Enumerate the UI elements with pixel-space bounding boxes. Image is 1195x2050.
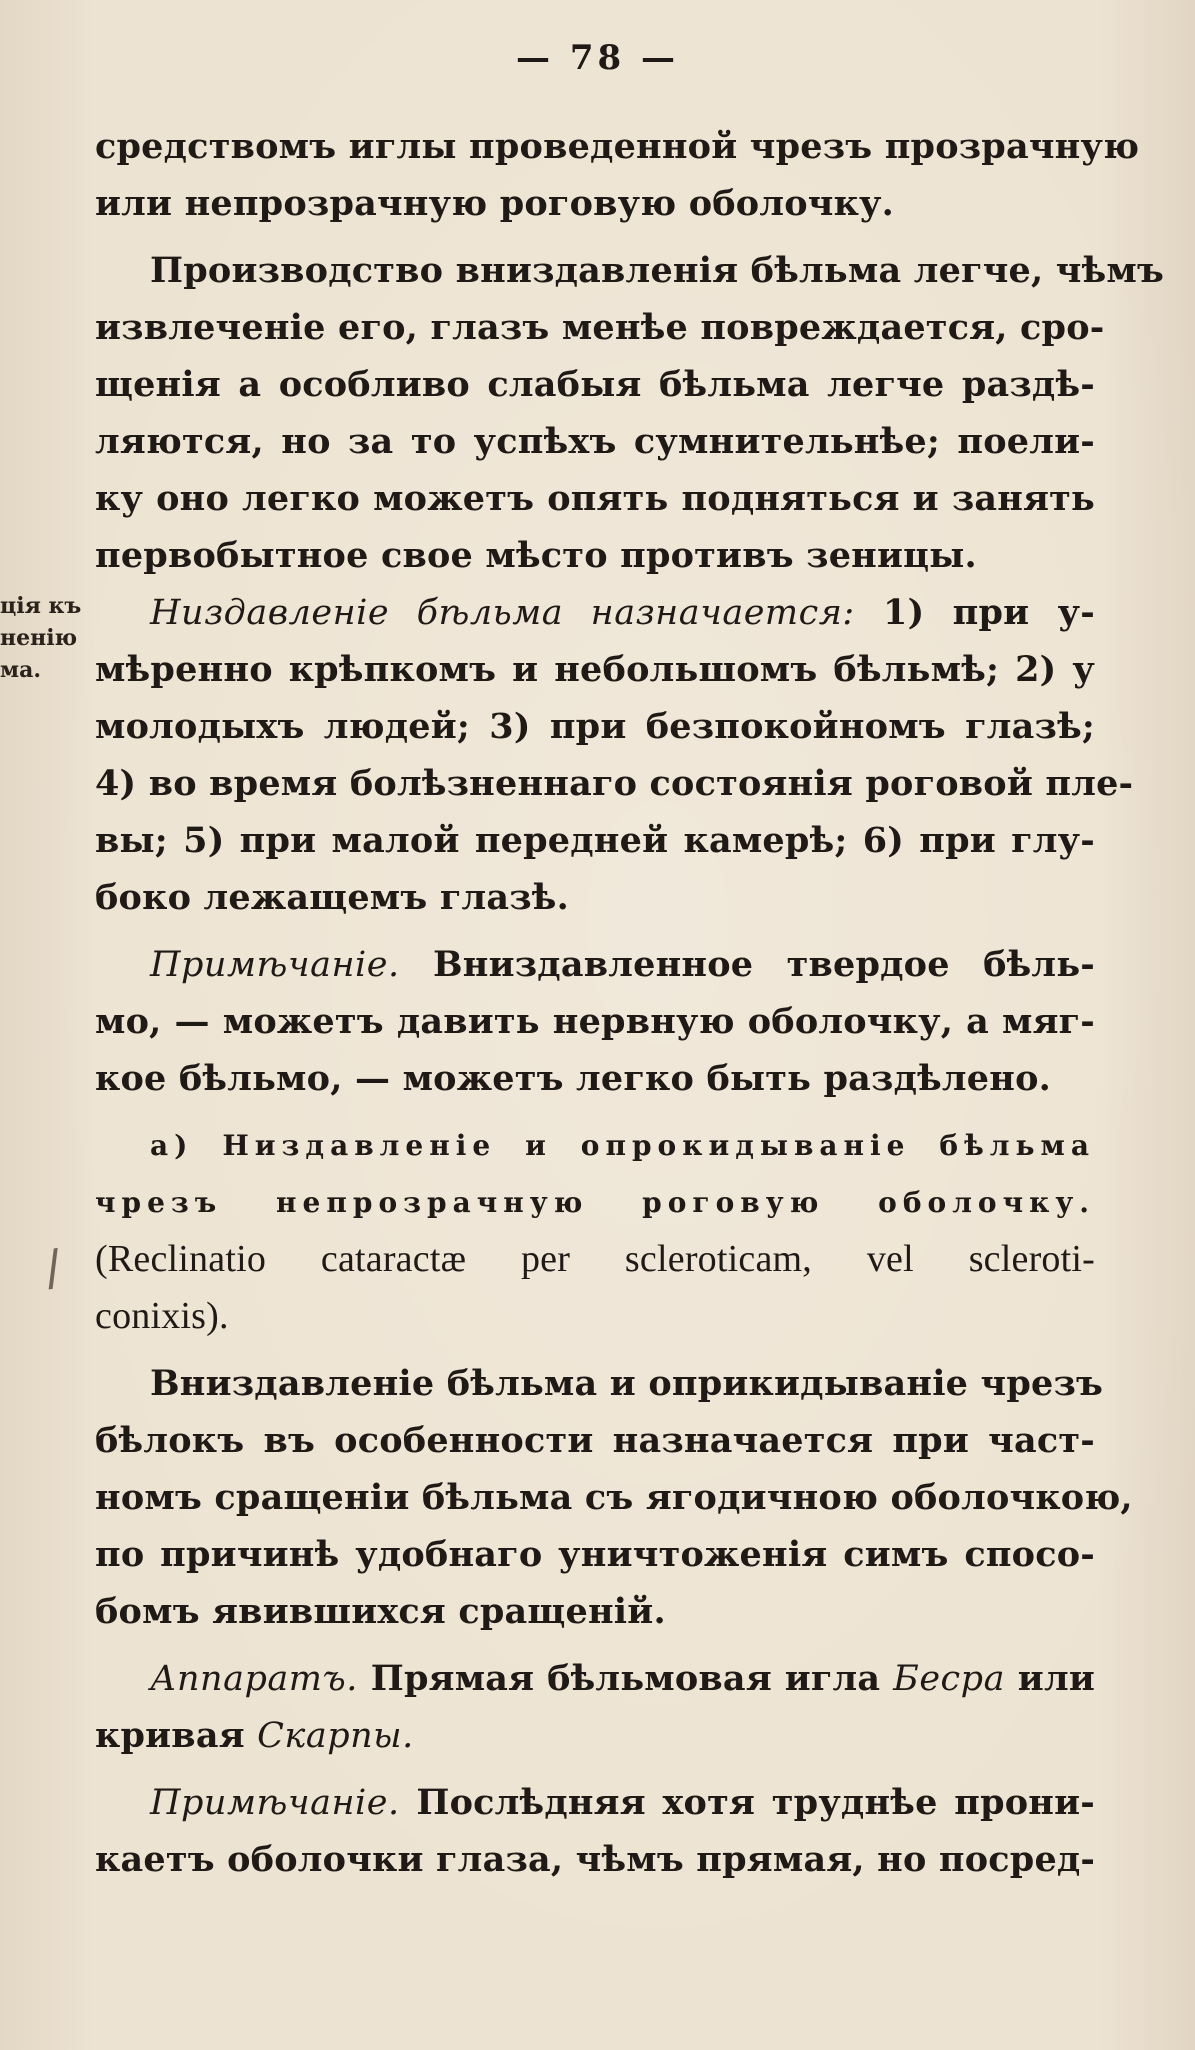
- italic-heading: Примѣчаніе.: [150, 945, 400, 985]
- text-line: мо, — можетъ давить нервную оболочку, а мяг-: [95, 1001, 1095, 1042]
- text-line: номъ сращеніи бѣльма съ ягодичною оболочкою,: [95, 1477, 1133, 1518]
- text-line: или непрозрачную роговую оболочку.: [95, 183, 895, 224]
- latin-text: conixis).: [95, 1295, 229, 1337]
- pencil-mark: /: [40, 1239, 66, 1297]
- main-text: [95, 118, 1165, 1888]
- text-line: [95, 1650, 1095, 1707]
- text-line: ку оно легко можетъ опять подняться и занять: [95, 478, 1095, 519]
- margin-note-line-2: ненію: [0, 625, 78, 651]
- text-line: кое бѣльмо, — можетъ легко быть раздѣлено.: [95, 1058, 1052, 1099]
- line-rest: Вниздавленное твердое бѣль-: [399, 944, 1095, 985]
- text-line: [95, 936, 1095, 993]
- line-rest: Прямая бѣльмовая игла: [357, 1658, 894, 1699]
- italic-name: Бесра: [893, 1659, 1005, 1699]
- text-line: боко лежащемъ глазѣ.: [95, 877, 569, 918]
- text-line: [95, 584, 1095, 641]
- text-line: бомъ явившихся сращеній.: [95, 1591, 666, 1632]
- line-rest: кривая: [95, 1715, 258, 1756]
- latin-text: (Reclinatio cataractæ per scleroticam, vel scleroti-: [95, 1238, 1095, 1280]
- text-line: молодыхъ людей; 3) при безпокойномъ глазѣ;: [95, 706, 1095, 747]
- page-number: — 78 —: [516, 38, 679, 78]
- section-heading: а) Низдавленіе и опрокидываніе бѣльма: [150, 1129, 1095, 1162]
- margin-note-line-3: ма.: [0, 657, 42, 683]
- text-line: [95, 1707, 1095, 1764]
- line-rest-2: или: [1004, 1658, 1095, 1699]
- text-line: Вниздавленіе бѣльма и оприкидываніе чрезъ: [150, 1363, 1104, 1404]
- text-line: извлеченіе его, глазъ менѣе повреждается, сро-: [95, 307, 1105, 348]
- italic-name: Скарпы.: [257, 1716, 414, 1756]
- text-line: средствомъ иглы проведенной чрезъ прозрачную: [95, 126, 1140, 167]
- margin-note-line-1: ція къ: [0, 593, 82, 619]
- text-line: Производство вниздавленія бѣльма легче, чѣмъ: [150, 250, 1165, 291]
- text-line: 4) во время болѣзненнаго состоянія роговой пле-: [95, 763, 1134, 804]
- text-line: [95, 1774, 1095, 1831]
- margin-note: [0, 590, 90, 686]
- text-line: ляются, но за то успѣхъ сумнительнѣе; поели-: [95, 421, 1095, 462]
- line-rest: Послѣдняя хотя труднѣе прони-: [399, 1782, 1095, 1823]
- text-line: по причинѣ удобнаго уничтоженія симъ спосо-: [95, 1534, 1095, 1575]
- italic-heading: Примѣчаніе.: [150, 1783, 400, 1823]
- section-heading: чрезъ непрозрачную роговую оболочку.: [95, 1186, 1095, 1219]
- text-line: каетъ оболочки глаза, чѣмъ прямая, но посред-: [95, 1839, 1096, 1880]
- italic-heading: Аппаратъ.: [150, 1659, 358, 1699]
- text-line: мѣренно крѣпкомъ и небольшомъ бѣльмѣ; 2) у: [95, 649, 1095, 690]
- text-line: щенія а особливо слабыя бѣльма легче раздѣ-: [95, 364, 1095, 405]
- line-rest: 1) при у-: [854, 592, 1096, 633]
- text-line: вы; 5) при малой передней камерѣ; 6) при глу-: [95, 820, 1095, 861]
- italic-heading: Низдавленіе бѣльма назначается:: [150, 593, 855, 633]
- text-line: первобытное свое мѣсто противъ зеницы.: [95, 535, 977, 576]
- text-line: бѣлокъ въ особенности назначается при част-: [95, 1420, 1095, 1461]
